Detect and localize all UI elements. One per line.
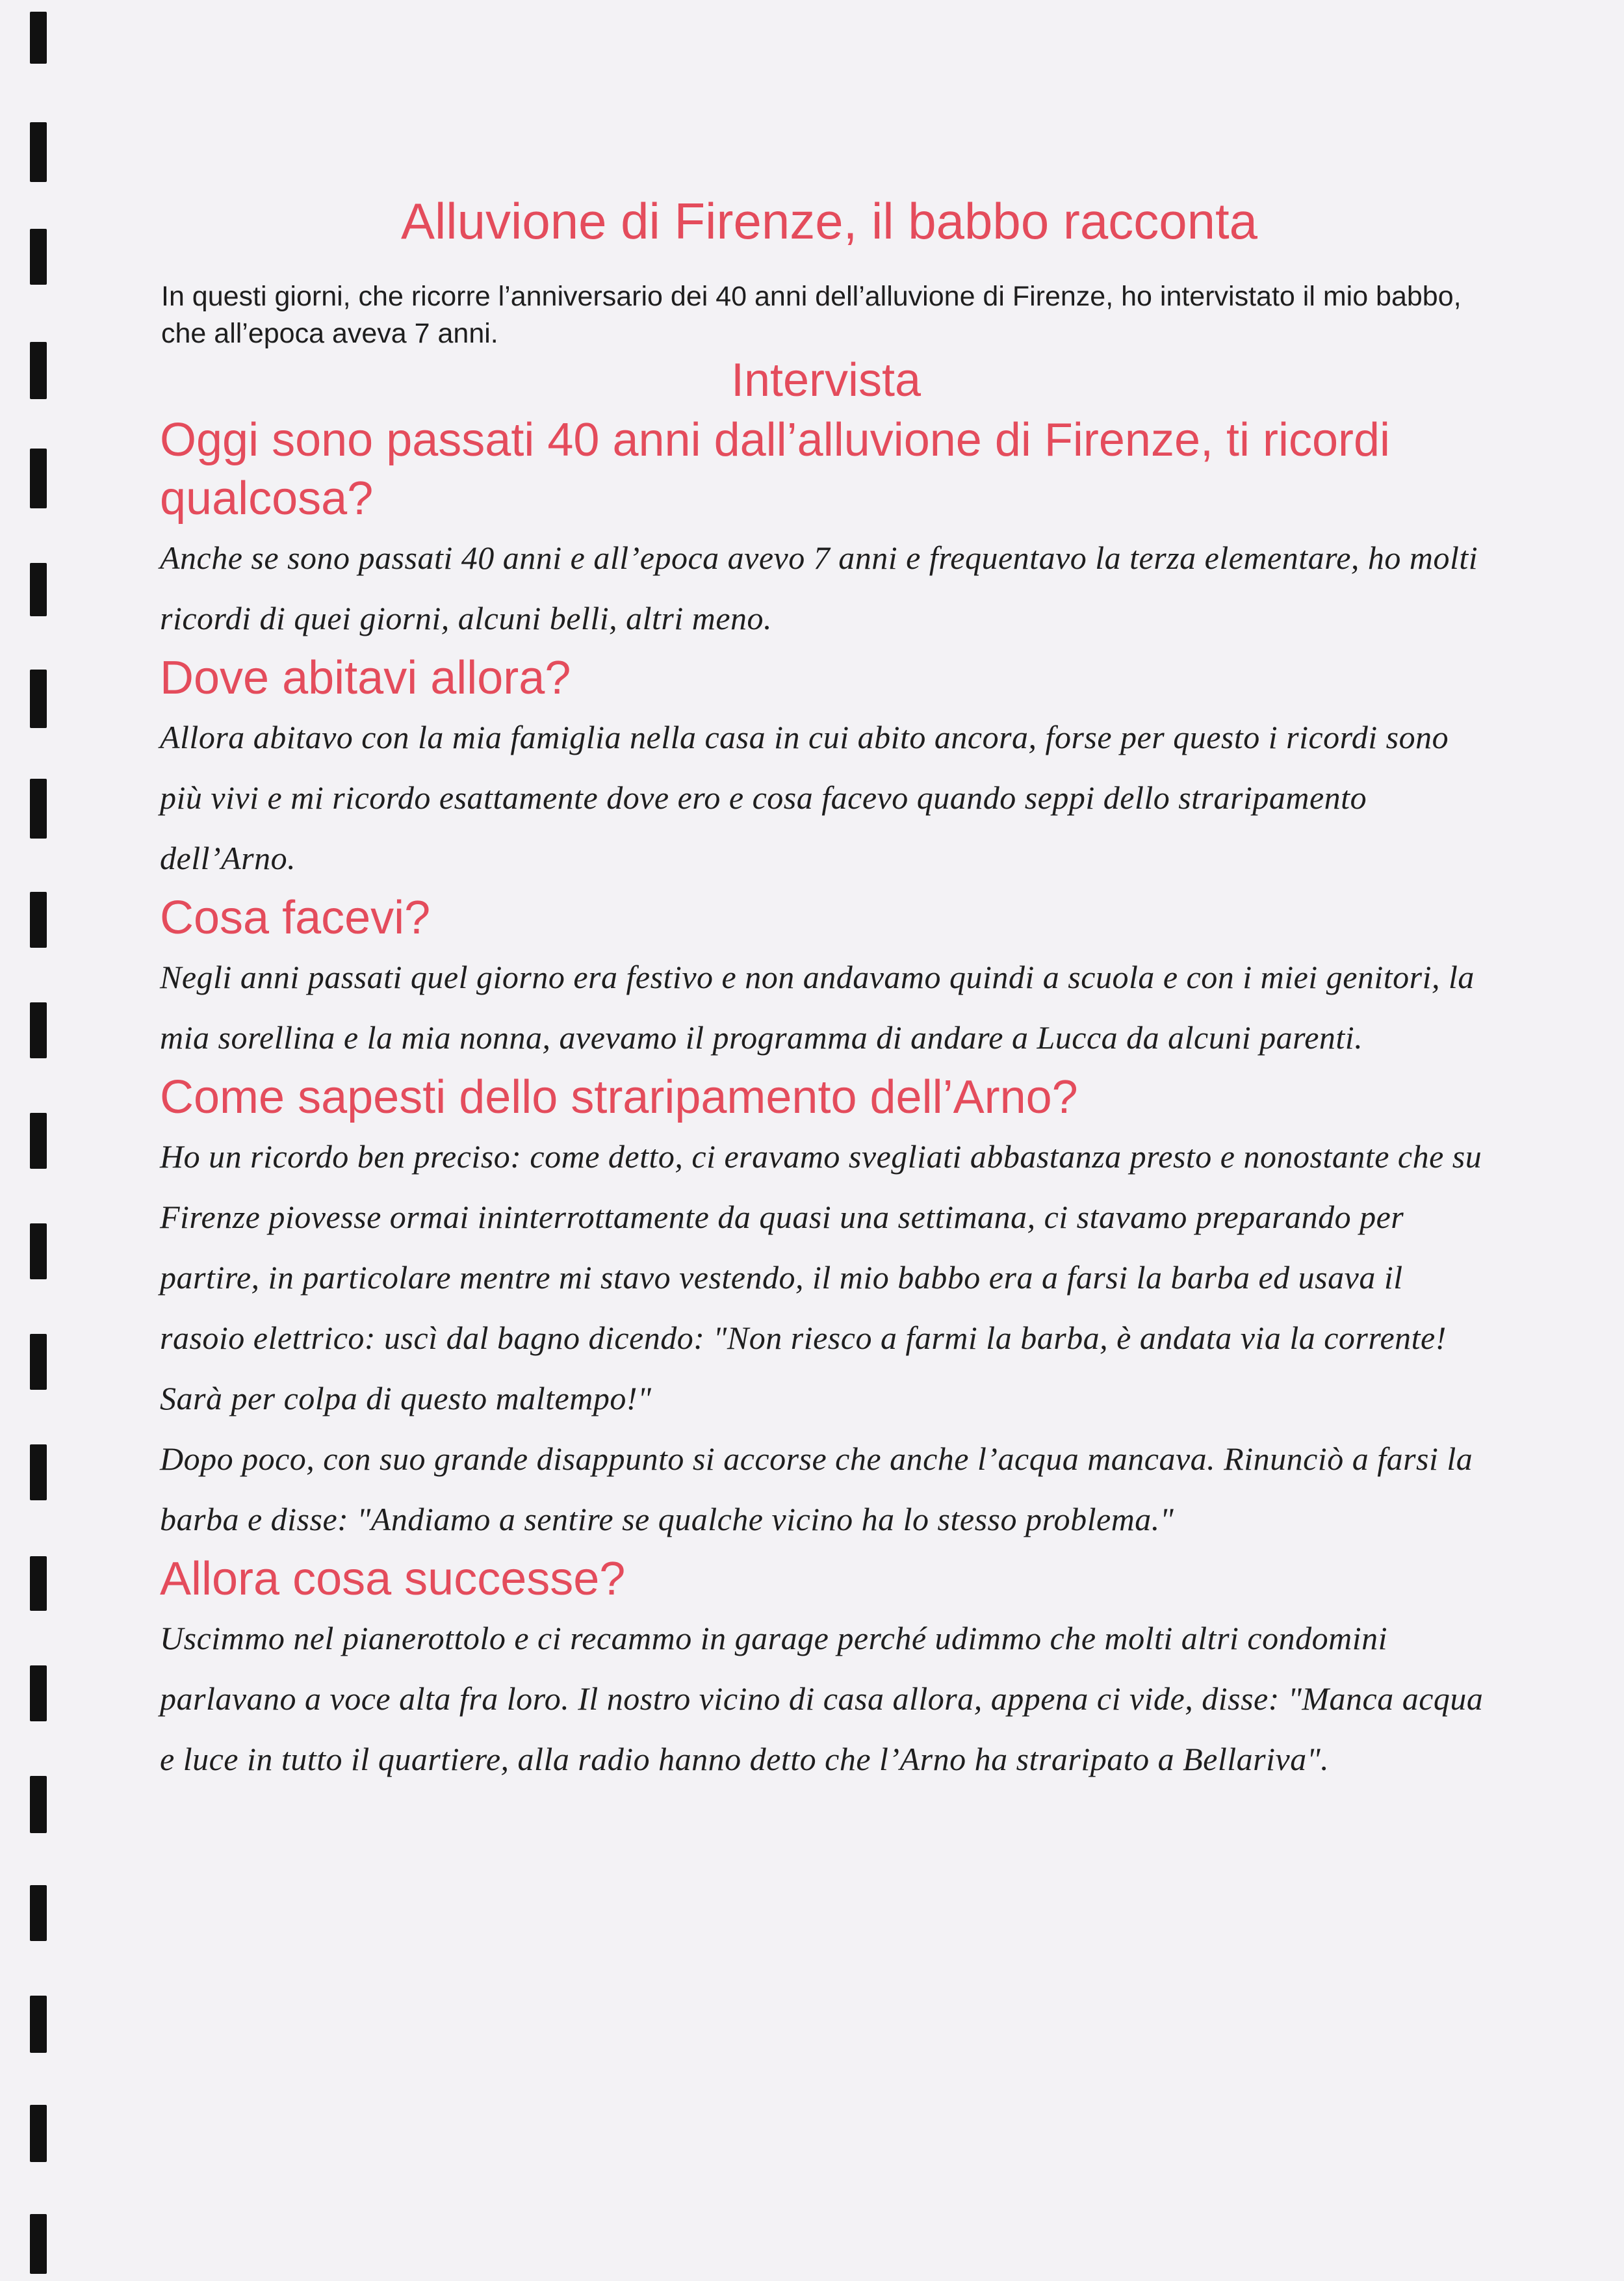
binding-hole xyxy=(30,1665,47,1721)
binding-hole xyxy=(30,1002,47,1058)
binding-hole xyxy=(30,670,47,728)
binding-hole xyxy=(30,1223,47,1279)
answer-paragraph: Anche se sono passati 40 anni e all’epoca avevo 7 anni e frequentavo la terza elementare, ho molti ricordi di quei giorni, alcuni belli, altri meno. xyxy=(160,540,1478,636)
binding-hole xyxy=(30,2105,47,2162)
binding-hole xyxy=(30,892,47,948)
answer-paragraph: Allora abitavo con la mia famiglia nella casa in cui abito ancora, forse per questo i ricordi sono più vivi e mi ricordo esattamente dove ero e cosa facevo quando seppi dello straripamento dell’Arno. xyxy=(160,719,1449,876)
document-title: Alluvione di Firenze, il babbo racconta xyxy=(400,192,1258,250)
intro-paragraph: In questi giorni, che ricorre l’anniversario dei 40 anni dell’alluvione di Firenze, ho intervistato il mio babbo, che all’epoca aveva 7 anni. xyxy=(161,281,1462,349)
answer-paragraph-continued: Dopo poco, con suo grande disappunto si accorse che anche l’acqua mancava. Rinunciò a farsi la barba e disse: "Andiamo a sentire se qualche vicino ha lo stesso problema." xyxy=(160,1440,1473,1537)
binding-hole xyxy=(30,779,47,839)
section-subtitle: Intervista xyxy=(730,354,922,406)
question-heading: Allora cosa successe? xyxy=(160,1553,626,1605)
qa-block xyxy=(160,889,1486,1068)
binding-strip xyxy=(0,0,71,2281)
binding-hole xyxy=(30,1885,47,1941)
binding-hole xyxy=(30,1113,47,1169)
qa-block xyxy=(160,1550,1486,1790)
qa-block xyxy=(160,649,1486,889)
binding-hole xyxy=(30,2214,47,2274)
binding-hole xyxy=(30,1776,47,1833)
question-heading: Come sapesti dello straripamento dell’Arno? xyxy=(160,1071,1078,1123)
binding-hole xyxy=(30,563,47,616)
binding-hole xyxy=(30,1996,47,2053)
answer-paragraph: Uscimmo nel pianerottolo e ci recammo in garage perché udimmo che molti altri condomini parlavano a voce alta fra loro. Il nostro vicino di casa allora, appena ci vide, disse: "Manca acqua e luce in tutto il quartiere, alla radio hanno detto che l’Arno ha straripato a Bellariva". xyxy=(160,1620,1484,1777)
document-page xyxy=(160,189,1486,1790)
binding-hole xyxy=(30,449,47,508)
binding-hole xyxy=(30,1334,47,1390)
question-heading: Dove abitavi allora? xyxy=(160,652,571,704)
qa-block xyxy=(160,1068,1486,1550)
binding-hole xyxy=(30,1556,47,1611)
binding-hole xyxy=(30,122,47,182)
qa-block xyxy=(160,411,1486,649)
answer-paragraph: Negli anni passati quel giorno era festivo e non andavamo quindi a scuola e con i miei genitori, la mia sorellina e la mia nonna, avevamo il programma di andare a Lucca da alcuni parenti. xyxy=(160,959,1475,1056)
binding-hole xyxy=(30,229,47,285)
question-heading: Oggi sono passati 40 anni dall’alluvione di Firenze, ti ricordi qualcosa? xyxy=(160,414,1391,525)
binding-hole xyxy=(30,342,47,399)
binding-hole xyxy=(30,12,47,64)
question-heading: Cosa facevi? xyxy=(160,892,431,944)
binding-hole xyxy=(30,1444,47,1500)
answer-paragraph: Ho un ricordo ben preciso: come detto, ci eravamo svegliati abbastanza presto e nonostante che su Firenze piovesse ormai ininterrottamente da quasi una settimana, ci stavamo preparando per partire, in particolare mentre mi stavo vestendo, il mio babbo era a farsi la barba ed usava il rasoio elettrico: uscì dal bagno dicendo: "Non riesco a farmi la barba, è andata via la corrente! Sarà per colpa di questo maltempo!" xyxy=(160,1138,1482,1416)
